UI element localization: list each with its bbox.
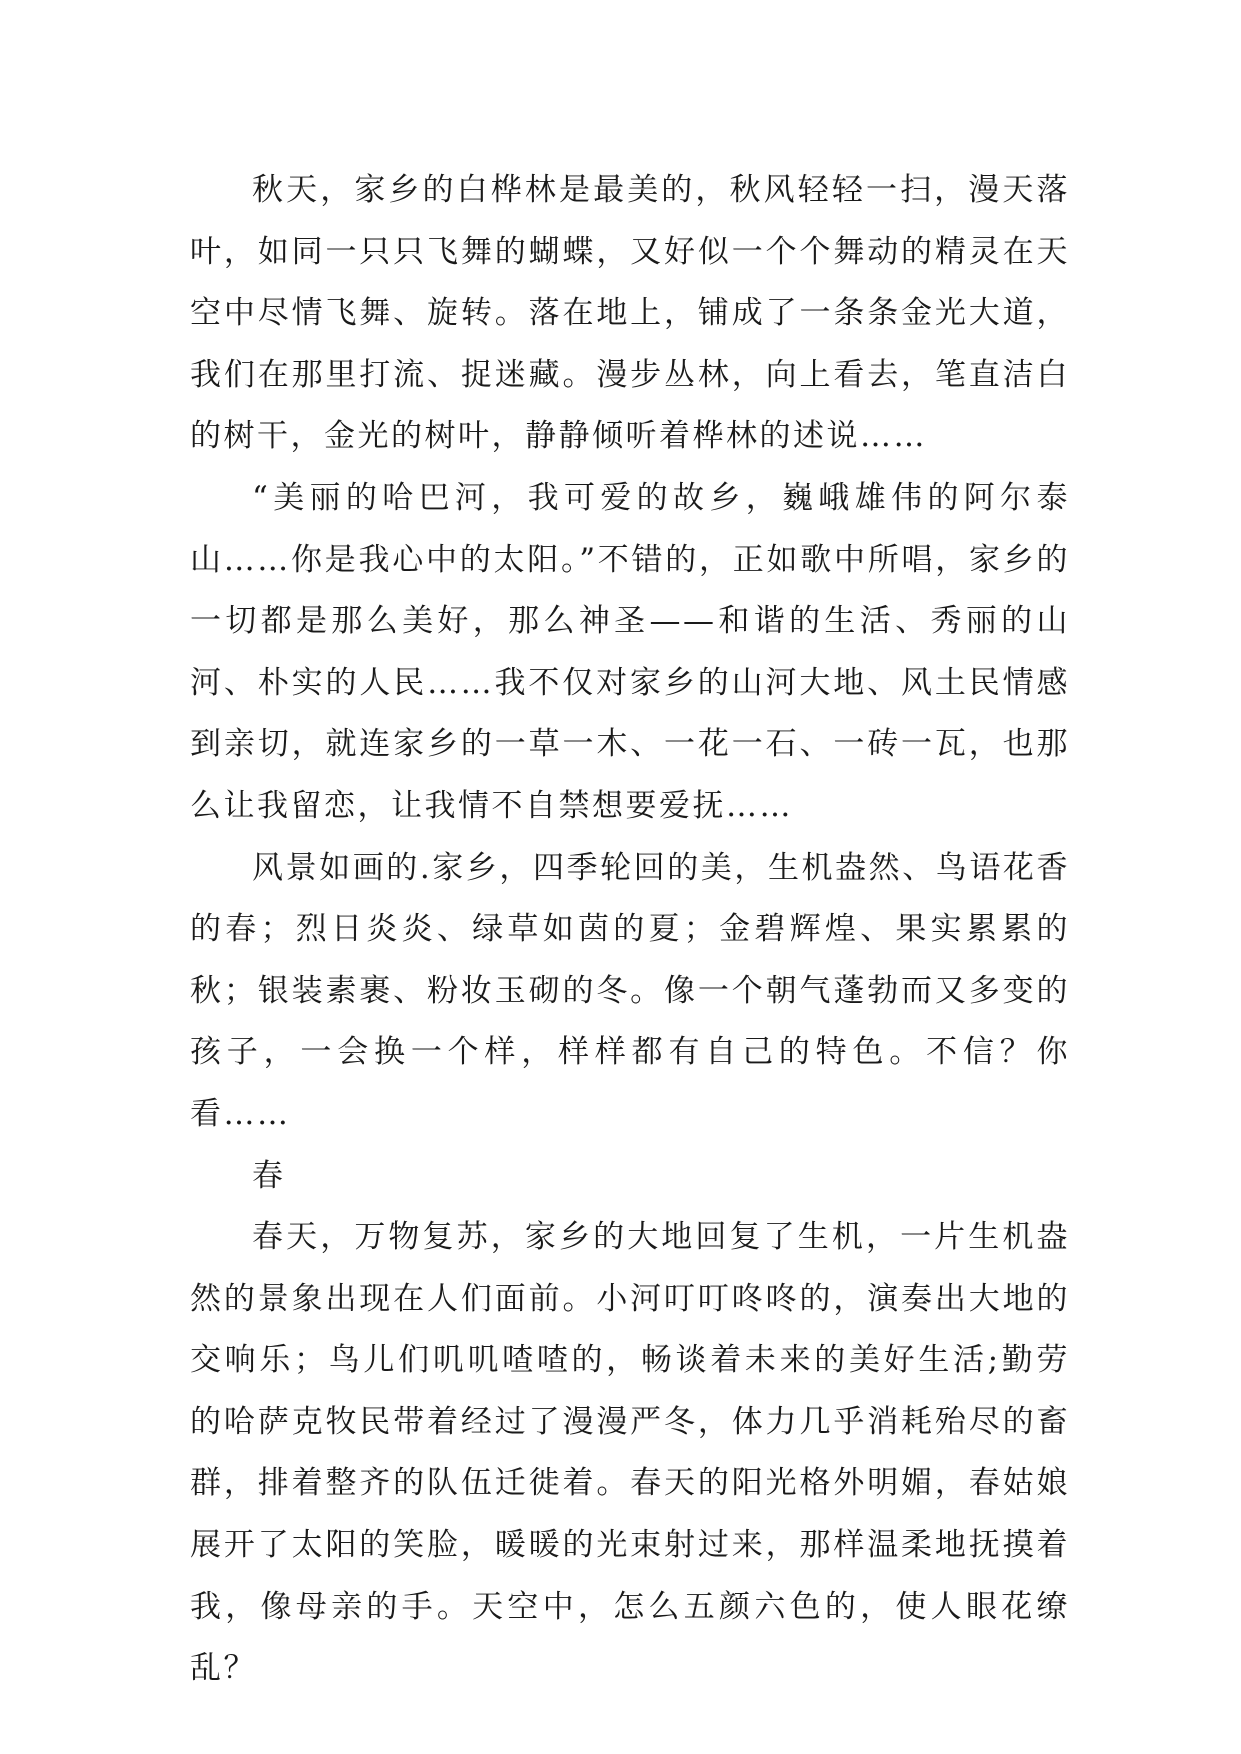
article-body [190, 160, 1070, 1700]
section-heading-spring: 春 [252, 1157, 286, 1194]
paragraph-autumn-birch: 秋天，家乡的白桦林是最美的，秋风轻轻一扫，漫天落叶，如同一只只飞舞的蝴蝶，又好似一个个舞动的精灵在天空中尽情飞舞、旋转。落在地上，铺成了一条条金光大道，我们在那里打流、捉迷藏。漫步丛林，向上看去，笔直洁白的树干，金光的树叶，静静倾听着桦林的述说…… [190, 172, 1070, 455]
paragraph-four-seasons: 风景如画的.家乡，四季轮回的美，生机盎然、鸟语花香的春；烈日炎炎、绿草如茵的夏；金碧辉煌、果实累累的秋；银装素裹、粉妆玉砌的冬。像一个朝气蓬勃而又多变的孩子，一会换一个样，样样都有自己的特色。不信？你看…… [190, 849, 1070, 1132]
paragraph-song-quote: “美丽的哈巴河，我可爱的故乡，巍峨雄伟的阿尔泰山……你是我心中的太阳。”不错的，正如歌中所唱，家乡的一切都是那么美好，那么神圣——和谐的生活、秀丽的山河、朴实的人民……我不仅对家乡的山河大地、风土民情感到亲切，就连家乡的一草一木、一花一石、一砖一瓦，也那么让我留恋，让我情不自禁想要爱抚…… [190, 479, 1070, 824]
paragraph-spring: 春天，万物复苏，家乡的大地回复了生机，一片生机盎然的景象出现在人们面前。小河叮叮咚咚的，演奏出大地的交响乐；鸟儿们叽叽喳喳的，畅谈着未来的美好生活;勤劳的哈萨克牧民带着经过了漫漫严冬，体力几乎消耗殆尽的畜群，排着整齐的队伍迁徙着。春天的阳光格外明媚，春姑娘展开了太阳的笑脸，暖暖的光束射过来，那样温柔地抚摸着我，像母亲的手。天空中，怎么五颜六色的，使人眼花缭乱？ [190, 1219, 1070, 1687]
